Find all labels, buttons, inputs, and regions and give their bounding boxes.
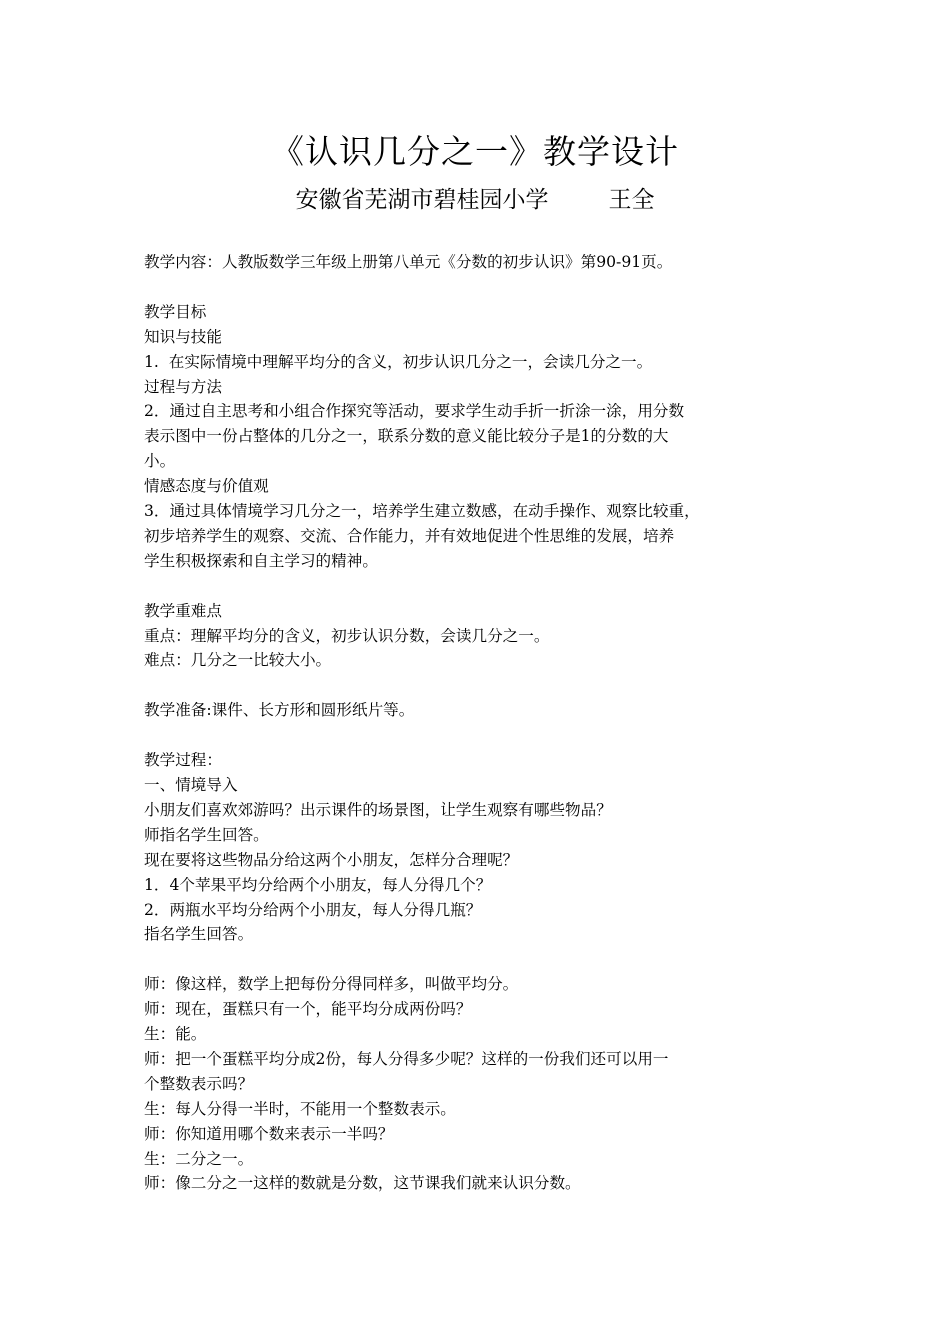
text-line: 师：现在，蛋糕只有一个，能平均分成两份吗？	[144, 1000, 472, 1019]
blank-line	[144, 947, 820, 972]
text-line: 过程与方法	[144, 377, 222, 396]
text-line: 2．两瓶水平均分给两个小朋友，每人分得几瓶？	[144, 900, 482, 919]
text-line: 生：每人分得一半时，不能用一个整数表示。	[144, 1099, 456, 1118]
text-line: 学生积极探索和自主学习的精神。	[144, 551, 378, 570]
text-line: 师指名学生回答。	[144, 825, 269, 844]
author-school: 安徽省芜湖市碧桂园小学	[295, 187, 549, 213]
text-line: 1．4个苹果平均分给两个小朋友，每人分得几个？	[144, 875, 492, 894]
text-line: 教学内容：人教版数学三年级上册第八单元《分数的初步认识》第90-91页。	[144, 253, 673, 271]
document-title: 《认识几分之一》教学设计	[271, 132, 679, 171]
text-line: 师：把一个蛋糕平均分成2份，每人分得多少呢？这样的一份我们还可以用一	[144, 1049, 669, 1068]
text-line: 表示图中一份占整体的几分之一，联系分数的意义能比较分子是1的分数的大	[144, 427, 669, 446]
text-line: 师：像二分之一这样的数就是分数，这节课我们就来认识分数。	[144, 1174, 581, 1193]
text-line: 师：你知道用哪个数来表示一半吗？	[144, 1124, 394, 1143]
blank-line	[144, 673, 820, 698]
blank-line	[144, 275, 820, 300]
text-line: 难点：几分之一比较大小。	[144, 651, 332, 670]
blank-line	[144, 723, 820, 748]
text-line: 重点：理解平均分的含义，初步认识分数，会读几分之一。	[144, 626, 550, 645]
text-line: 1. 在实际情境中理解平均分的含义，初步认识几分之一，会读几分之一。	[144, 352, 653, 371]
text-line: 知识与技能	[144, 327, 222, 346]
text-line: 生：能。	[144, 1025, 207, 1044]
text-line: 师：像这样，数学上把每份分得同样多，叫做平均分。	[144, 975, 519, 994]
text-line: 一、情境导入	[144, 775, 238, 794]
text-line: 教学准备:课件、长方形和圆形纸片等。	[144, 701, 415, 720]
document-body	[144, 250, 820, 1196]
author-name: 王全	[608, 187, 655, 213]
text-line: 教学重难点	[144, 601, 222, 620]
text-line: 教学目标	[144, 302, 207, 321]
author-line	[0, 184, 950, 216]
text-line: 生：二分之一。	[144, 1149, 254, 1168]
text-line: 初步培养学生的观察、交流、合作能力，并有效地促进个性思维的发展，培养	[144, 526, 675, 545]
text-line: 情感态度与价值观	[144, 477, 269, 496]
text-line: 小朋友们喜欢郊游吗？出示课件的场景图，让学生观察有哪些物品？	[144, 800, 612, 819]
text-line: 现在要将这些物品分给这两个小朋友，怎样分合理呢？	[144, 850, 519, 869]
text-line: 3．通过具体情境学习几分之一，培养学生建立数感，在动手操作、观察比较重，	[144, 502, 700, 521]
text-line: 个整数表示吗？	[144, 1074, 254, 1093]
text-line: 小。	[144, 452, 176, 471]
blank-line	[144, 574, 820, 599]
text-line: 2．通过自主思考和小组合作探究等活动，要求学生动手折一折涂一涂，用分数	[144, 402, 685, 421]
text-line: 指名学生回答。	[144, 925, 254, 944]
text-line: 教学过程：	[144, 751, 222, 770]
